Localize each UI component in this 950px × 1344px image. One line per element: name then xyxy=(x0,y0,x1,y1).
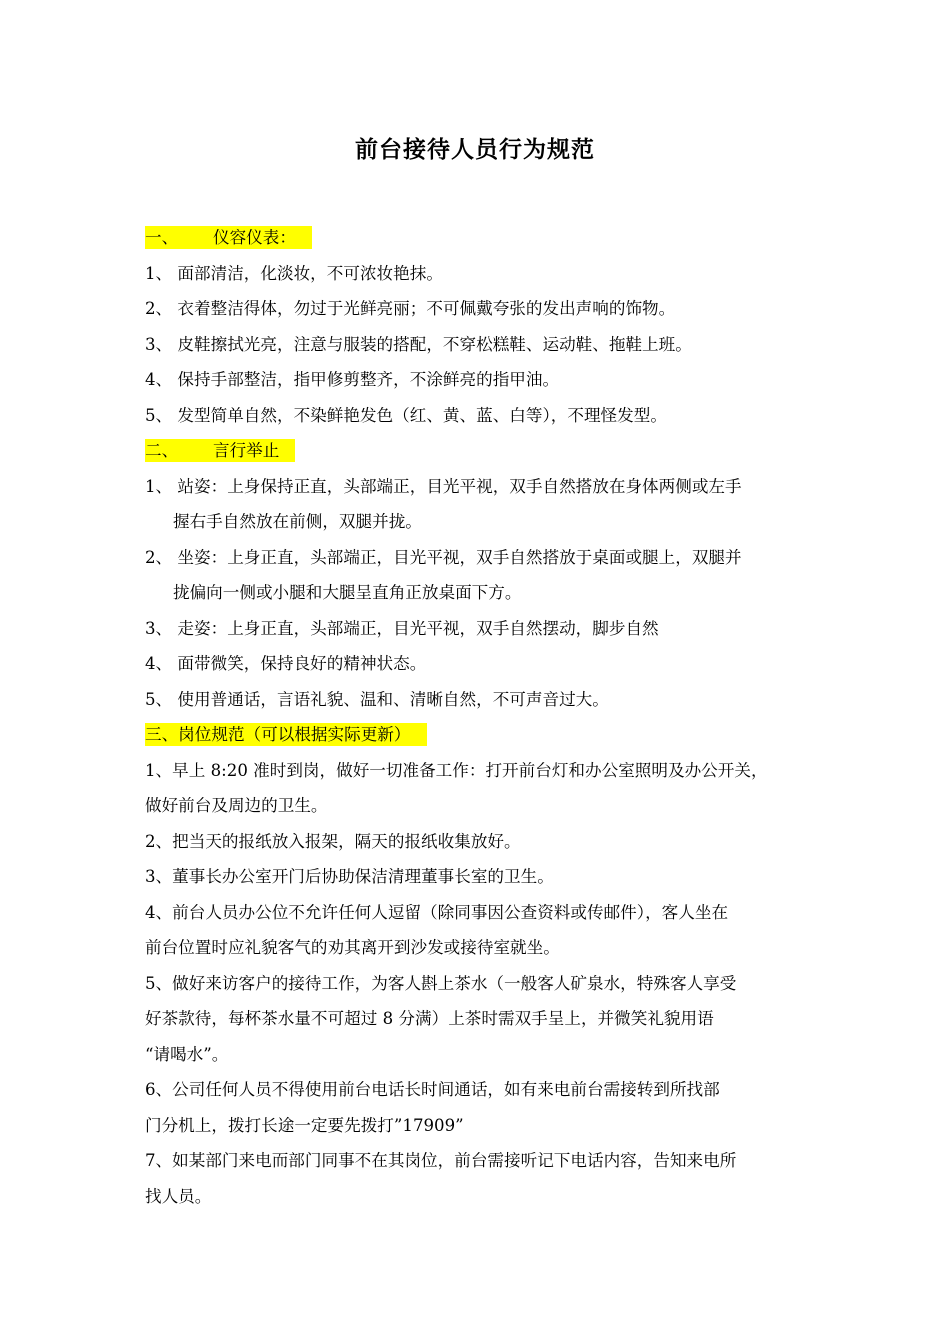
document-title: 前台接待人员行为规范 xyxy=(355,136,595,163)
list-item: 6、公司任何人员不得使用前台电话长时间通话，如有来电前台需接转到所找部 xyxy=(145,1080,720,1099)
list-item: 4、 面带微笑，保持良好的精神状态。 xyxy=(145,654,427,673)
list-item: 2、把当天的报纸放入报架，隔天的报纸收集放好。 xyxy=(145,831,521,851)
list-item: 3、 皮鞋擦拭光亮，注意与服装的搭配，不穿松糕鞋、运动鞋、拖鞋上班。 xyxy=(145,334,692,354)
list-item-continuation: 前台位置时应礼貌客气的劝其离开到沙发或接待室就坐。 xyxy=(145,938,560,957)
list-item: 4、 保持手部整洁，指甲修剪整齐，不涂鲜亮的指甲油。 xyxy=(145,370,560,389)
list-item: 2、 衣着整洁得体，勿过于光鲜亮丽；不可佩戴夸张的发出声响的饰物。 xyxy=(145,299,676,318)
list-item-continuation: 好茶款待，每杯茶水量不可超过 8 分满）上茶时需双手呈上，并微笑礼貌用语 xyxy=(145,1009,714,1028)
section-heading-1 xyxy=(145,220,825,256)
list-item-continuation: 门分机上，拨打长途一定要先拨打”17909” xyxy=(145,1115,464,1135)
highlight-mark xyxy=(145,439,295,462)
list-item: 5、做好来访客户的接待工作，为客人斟上茶水（一般客人矿泉水，特殊客人享受 xyxy=(145,973,737,993)
list-item-continuation: 握右手自然放在前侧，双腿并拢。 xyxy=(173,512,422,531)
section-number: 二、 xyxy=(145,441,179,460)
section-title: 仪容仪表： xyxy=(213,228,296,247)
list-item-continuation: 做好前台及周边的卫生。 xyxy=(145,796,328,815)
list-item-continuation: 拢偏向一侧或小腿和大腿呈直角正放桌面下方。 xyxy=(173,583,522,602)
section-title: 言行举止 xyxy=(213,441,280,460)
list-item: 3、董事长办公室开门后协助保洁清理董事长室的卫生。 xyxy=(145,867,554,886)
document-body xyxy=(145,220,825,1214)
list-item: 3、 走姿：上身正直，头部端正，目光平视，双手自然摆动，脚步自然 xyxy=(145,618,659,638)
list-item: 1、 站姿：上身保持正直，头部端正，目光平视，双手自然搭放在身体两侧或左手 xyxy=(145,476,742,496)
list-item-continuation: “请喝水”。 xyxy=(145,1044,229,1064)
list-item: 5、 发型简单自然，不染鲜艳发色（红、黄、蓝、白等），不理怪发型。 xyxy=(145,405,667,425)
section-heading-2 xyxy=(145,433,825,469)
list-item: 7、如某部门来电而部门同事不在其岗位，前台需接听记下电话内容，告知来电所 xyxy=(145,1151,737,1170)
list-item: 5、 使用普通话，言语礼貌、温和、清晰自然，不可声音过大。 xyxy=(145,689,609,709)
list-item: 4、前台人员办公位不允许任何人逗留（除同事因公查资料或传邮件），客人坐在 xyxy=(145,902,729,922)
list-item-continuation: 找人员。 xyxy=(145,1186,212,1206)
list-item: 2、 坐姿：上身正直，头部端正，目光平视，双手自然搭放于桌面或腿上，双腿并 xyxy=(145,547,742,567)
list-item: 1、早上 8:20 准时到岗，做好一切准备工作：打开前台灯和办公室照明及办公开关， xyxy=(145,760,768,780)
list-item: 1、 面部清洁，化淡妆，不可浓妆艳抹。 xyxy=(145,263,443,283)
section-number: 一、 xyxy=(145,228,179,247)
section-title: 三、岗位规范（可以根据实际更新） xyxy=(145,723,427,746)
section-heading-3 xyxy=(145,717,825,753)
highlight-mark xyxy=(145,226,312,249)
